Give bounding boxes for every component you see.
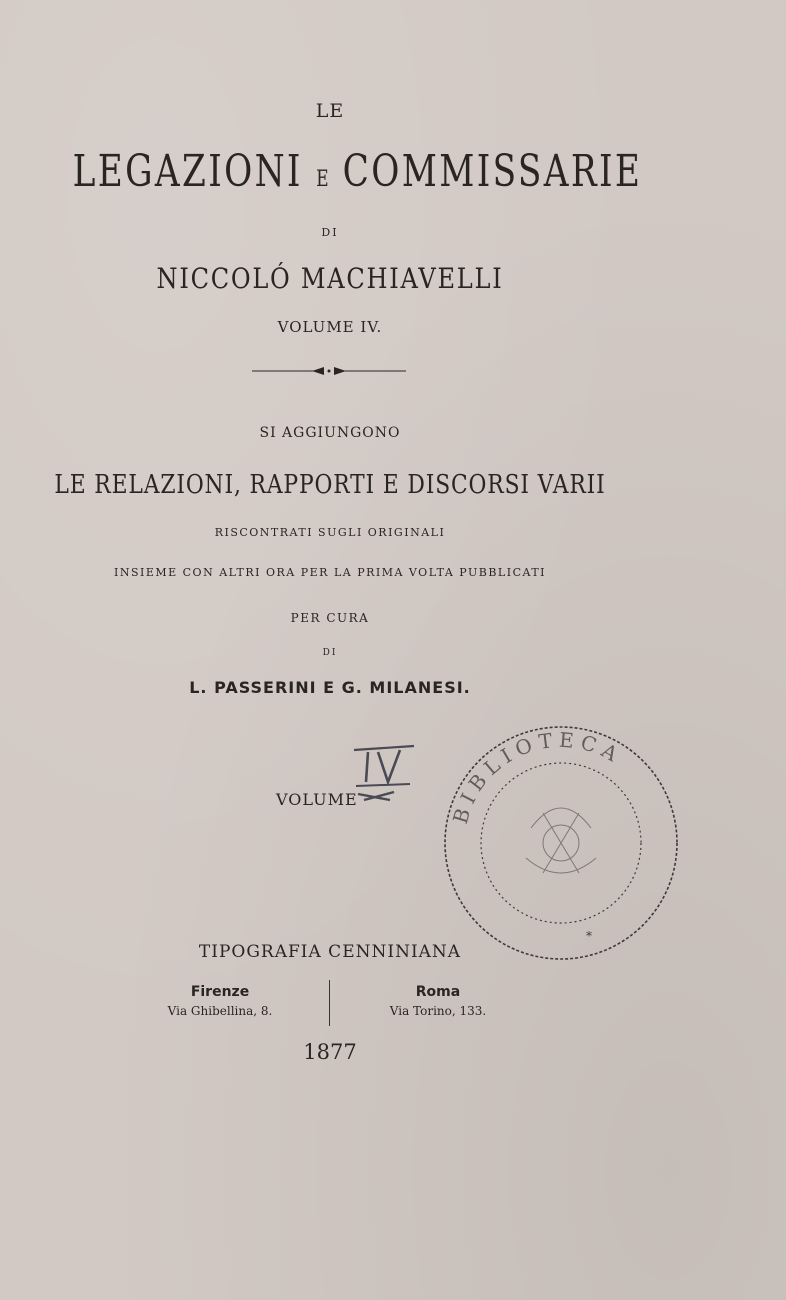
- insieme-line: INSIEME CON ALTRI ORA PER LA PRIMA VOLTA PUBBLICATI: [113, 566, 547, 579]
- imprint-address-florence: Via Ghibellina, 8.: [167, 1004, 273, 1018]
- author-name: NICCOLÓ MACHIAVELLI: [156, 262, 504, 295]
- di-label-2: DI: [322, 648, 338, 658]
- per-cura-line: PER CURA: [290, 611, 370, 625]
- volume-line: VOLUME IV.: [277, 318, 383, 336]
- main-title-conjunction: E: [316, 167, 330, 192]
- imprint-divider: [329, 980, 330, 1026]
- stamp-legend: BIBLIOTECA: [447, 727, 628, 827]
- svg-text:BIBLIOTECA: [448, 728, 627, 827]
- relazioni-line: LE RELAZIONI, RAPPORTI E DISCORSI VARII: [54, 470, 606, 500]
- volume-label: VOLUME: [276, 790, 358, 809]
- main-title-part-1: LEGAZIONI: [72, 146, 303, 197]
- title-article: LE: [315, 100, 345, 122]
- imprint-address-rome: Via Torino, 133.: [389, 1004, 487, 1018]
- imprint-left: [160, 984, 280, 1018]
- publisher-name: TIPOGRAFIA CENNINIANA: [198, 942, 462, 962]
- riscontrati-line: RISCONTRATI SUGLI ORIGINALI: [214, 526, 446, 539]
- di-label-1: DI: [321, 226, 339, 239]
- imprint-city-rome: Roma: [415, 984, 461, 1000]
- main-title: [72, 146, 643, 197]
- si-aggiungono: SI AGGIUNGONO: [259, 425, 401, 441]
- ornament-rule: [252, 362, 406, 380]
- imprint-right: [378, 984, 498, 1018]
- imprint-city-florence: Firenze: [190, 984, 250, 1000]
- main-title-part-2: COMMISSARIE: [342, 146, 643, 197]
- svg-text:*: *: [586, 929, 592, 943]
- publication-year: 1877: [303, 1040, 357, 1064]
- library-stamp: [438, 718, 684, 968]
- handwritten-volume-number: [350, 742, 420, 808]
- editors-line: L. PASSERINI E G. MILANESI.: [189, 678, 471, 697]
